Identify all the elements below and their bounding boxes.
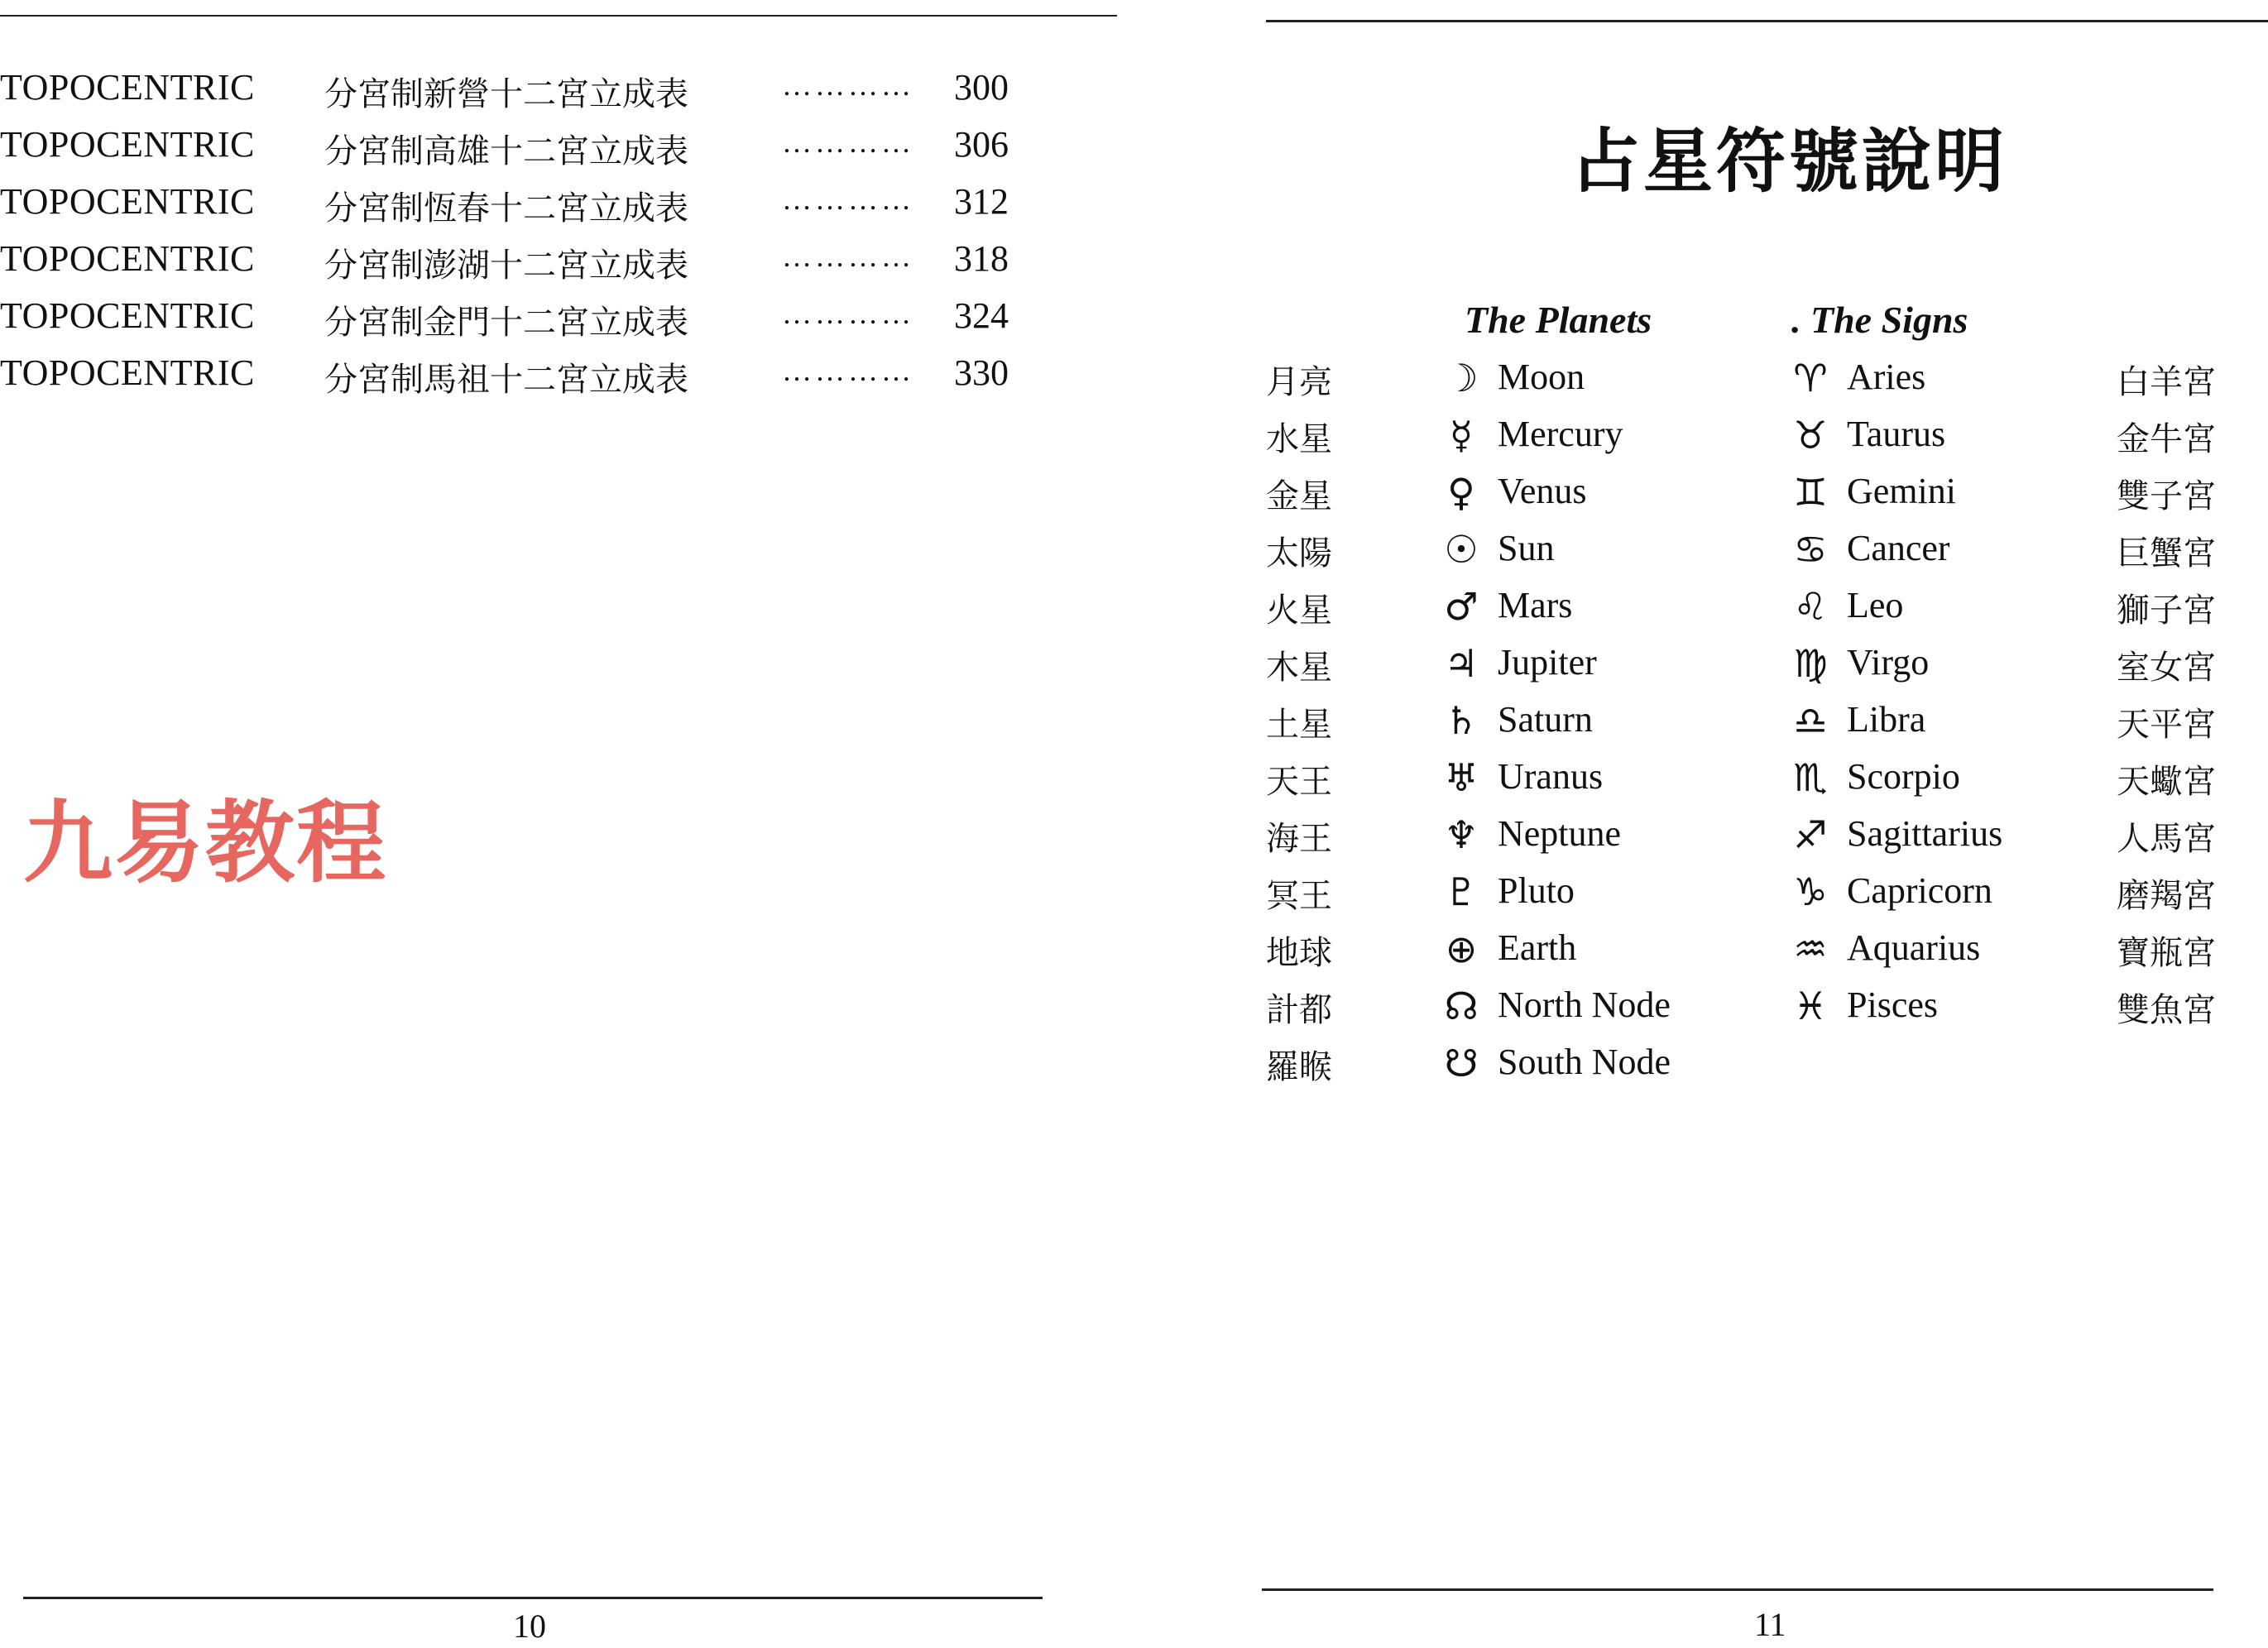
toc-leader: ………… [782,354,914,387]
symbol-row [1241,413,2268,470]
planet-name: Venus [1498,471,1587,511]
toc-system: TOPOCENTRIC [0,67,255,108]
sign-name: Scorpio [1847,756,1960,797]
planet-chinese-name: 土星 [1266,706,1332,744]
toc-system: TOPOCENTRIC [0,181,255,222]
uranus-icon: ♅ [1444,755,1479,800]
planet-chinese-name: 火星 [1266,592,1332,630]
sign-name: Gemini [1847,471,1956,511]
planet-chinese-name: 水星 [1266,420,1332,458]
capricorn-icon: ♑ [1793,870,1828,914]
sign-name: Aries [1847,357,1926,397]
toc-row[interactable] [0,66,1043,123]
toc-leader: ………… [782,297,914,330]
sign-chinese-name: 人馬宮 [2117,820,2216,858]
sign-chinese-name: 白羊宮 [2117,363,2216,401]
left-page [0,0,1125,1648]
symbol-row [1241,984,2268,1041]
toc-row[interactable] [0,180,1043,237]
toc-system: TOPOCENTRIC [0,238,255,279]
sign-name: Taurus [1847,414,1946,454]
planet-chinese-name: 木星 [1266,649,1332,687]
sign-name: Sagittarius [1847,813,2003,854]
symbol-row [1241,870,2268,927]
toc-page-number: 318 [954,238,1009,279]
symbol-row [1241,927,2268,984]
mercury-icon: ☿ [1449,413,1474,458]
sign-name: Capricorn [1847,870,1992,911]
sign-chinese-name: 磨羯宮 [2117,877,2216,915]
planet-name: Pluto [1498,870,1575,911]
toc-title: 分宮制高雄十二宮立成表 [324,132,688,170]
symbol-row [1241,812,2268,870]
sign-chinese-name: 金牛宮 [2117,420,2216,458]
scorpio-icon: ♏ [1793,755,1828,800]
venus-icon: ♀ [1447,470,1475,515]
top-rule [0,15,1117,17]
symbol-row [1241,527,2268,584]
page-number: 11 [1754,1606,1786,1643]
planet-name: Mars [1498,585,1573,625]
toc-row[interactable] [0,295,1043,352]
sign-chinese-name: 寶瓶宮 [2117,934,2216,972]
toc-leader: ………… [782,69,914,102]
planet-chinese-name: 金星 [1266,477,1332,515]
sign-chinese-name: 天蠍宮 [2117,763,2216,801]
toc-row[interactable] [0,352,1043,409]
page-title: 占星符號說明 [1570,121,2008,202]
sagittarius-icon: ♐ [1793,812,1828,857]
toc-page-number: 300 [954,67,1009,108]
toc-page-number: 324 [954,295,1009,336]
sign-chinese-name: 天平宮 [2117,706,2216,744]
north-node-icon: ☊ [1444,984,1479,1028]
toc-title: 分宮制新營十二宮立成表 [324,75,688,113]
page-number: 10 [513,1607,546,1645]
planet-name: Moon [1498,357,1585,397]
sign-chinese-name: 雙子宮 [2117,477,2216,515]
planet-chinese-name: 冥王 [1266,877,1332,915]
moon-icon: ☽ [1444,356,1479,400]
planet-chinese-name: 月亮 [1266,363,1332,401]
planet-name: Earth [1498,927,1577,968]
toc-title: 分宮制恆春十二宮立成表 [324,189,688,228]
planets-heading: The Planets [1465,299,1652,341]
planet-name: Uranus [1498,756,1604,797]
watermark: 九易教程 [23,792,388,895]
toc-page-number: 330 [954,352,1009,393]
symbol-row [1241,470,2268,527]
toc-list [0,66,1043,409]
aries-icon: ♈ [1793,356,1828,400]
toc-title: 分宮制澎湖十二宮立成表 [324,247,688,285]
sign-chinese-name: 獅子宮 [2117,592,2216,630]
sun-icon: ☉ [1444,527,1479,572]
gemini-icon: ♊ [1793,470,1828,515]
pisces-icon: ♓ [1793,984,1828,1028]
earth-icon: ⊕ [1445,927,1478,971]
sign-name: Libra [1847,699,1926,740]
toc-system: TOPOCENTRIC [0,295,255,336]
planet-chinese-name: 天王 [1266,763,1332,801]
toc-leader: ………… [782,240,914,273]
toc-system: TOPOCENTRIC [0,352,255,393]
bottom-rule [1262,1588,2213,1591]
toc-row[interactable] [0,237,1043,295]
planet-chinese-name: 地球 [1266,934,1332,972]
sign-name: Virgo [1847,642,1930,683]
mars-icon: ♂ [1444,584,1479,629]
sign-chinese-name: 巨蟹宮 [2117,534,2216,572]
top-rule [1266,20,2268,22]
taurus-icon: ♉ [1793,413,1828,458]
cancer-icon: ♋ [1793,527,1828,572]
planet-chinese-name: 羅睺 [1266,1048,1332,1086]
symbol-row [1241,698,2268,755]
planet-name: Saturn [1498,699,1593,740]
toc-title: 分宮制金門十二宮立成表 [324,304,688,342]
toc-title: 分宮制馬祖十二宮立成表 [324,361,688,399]
toc-page-number: 306 [954,124,1009,165]
sign-name: Aquarius [1847,927,1981,968]
symbol-table [1241,356,2268,1098]
aquarius-icon: ♒ [1793,927,1828,971]
toc-system: TOPOCENTRIC [0,124,255,165]
saturn-icon: ♄ [1444,698,1479,743]
symbol-row [1241,584,2268,641]
leo-icon: ♌ [1793,584,1828,629]
sign-chinese-name: 雙魚宮 [2117,991,2216,1029]
planet-name: Neptune [1498,813,1622,854]
sign-name: Pisces [1847,984,1938,1025]
neptune-icon: ♆ [1444,812,1479,857]
libra-icon: ♎ [1793,698,1828,743]
signs-heading: . The Signs [1791,299,1968,341]
planet-name: North Node [1498,984,1671,1025]
right-page [1241,0,2268,1648]
planet-chinese-name: 海王 [1266,820,1332,858]
jupiter-icon: ♃ [1444,641,1479,686]
toc-page-number: 312 [954,181,1009,222]
planet-name: Sun [1498,528,1555,568]
symbol-row [1241,356,2268,413]
planet-chinese-name: 太陽 [1266,534,1332,572]
symbol-row [1241,755,2268,812]
sign-name: Leo [1847,585,1904,625]
planet-name: Jupiter [1498,642,1597,683]
sign-name: Cancer [1847,528,1950,568]
planet-chinese-name: 計都 [1266,991,1332,1029]
planet-name: Mercury [1498,414,1623,454]
bottom-rule [23,1597,1043,1599]
sign-chinese-name: 室女宮 [2117,649,2216,687]
toc-leader: ………… [782,183,914,216]
pluto-icon: ♇ [1444,870,1479,914]
planet-name: South Node [1498,1042,1671,1082]
symbol-row [1241,1041,2268,1098]
south-node-icon: ☋ [1444,1041,1479,1085]
virgo-icon: ♍ [1793,641,1828,686]
toc-leader: ………… [782,126,914,159]
symbol-row [1241,641,2268,698]
toc-row[interactable] [0,123,1043,180]
